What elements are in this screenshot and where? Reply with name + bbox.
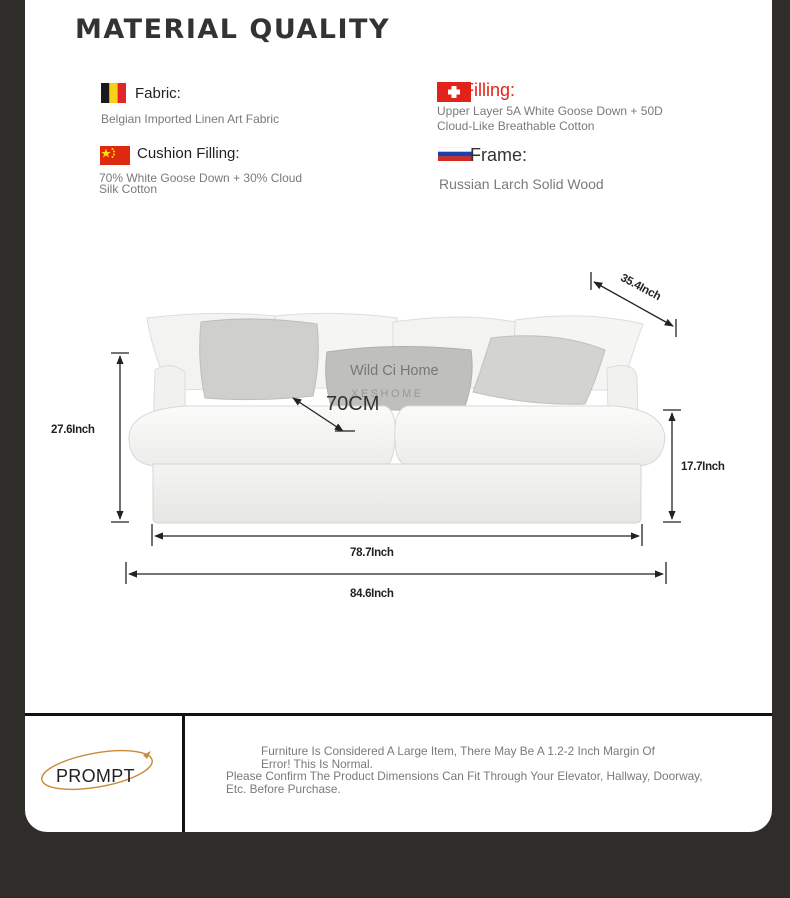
seat-depth-label: 70CM (326, 393, 380, 415)
cushion-desc-line1: 70% White Goose Down + 30% Cloud (99, 171, 303, 185)
depth-dimension-label: 35.4Inch (618, 272, 663, 304)
frame-label: Frame: (470, 145, 528, 165)
belgium-flag-icon (101, 83, 126, 103)
frame-desc: Russian Larch Solid Wood (439, 176, 604, 192)
cushion-filling-label: Cushion Filling: (137, 145, 240, 162)
page-title: MATERIAL QUALITY (75, 14, 391, 45)
filling-desc-line2: Cloud-Like Breathable Cotton (437, 119, 595, 133)
prompt-note-line4: Etc. Before Purchase. (226, 782, 341, 796)
prompt-divider-horizontal (25, 713, 772, 716)
china-flag-icon (100, 146, 130, 165)
outer-width-dimension-label: 84.6Inch (350, 588, 394, 600)
sofa-illustration (25, 260, 772, 620)
cushion-desc-line2: Silk Cotton (99, 182, 158, 196)
prompt-note-line2: Error! This Is Normal. (261, 757, 373, 771)
prompt-label: PROMPT (56, 766, 135, 786)
seat-height-dimension-label: 17.7Inch (681, 461, 725, 473)
page-card (25, 0, 772, 832)
inner-width-dimension-label: 78.7Inch (350, 547, 394, 559)
brand-watermark-sub: XESHOME (351, 388, 424, 400)
fabric-desc: Belgian Imported Linen Art Fabric (101, 112, 280, 126)
prompt-divider-vertical (182, 716, 185, 832)
filling-desc-line1: Upper Layer 5A White Goose Down + 50D (437, 104, 663, 118)
brand-watermark: Wild Ci Home (350, 363, 439, 379)
fabric-label: Fabric: (135, 85, 181, 102)
height-dimension-label: 27.6Inch (51, 424, 95, 436)
prompt-note-line3: Please Confirm The Product Dimensions Can Fit Through Your Elevator, Hallway, Doorway, (226, 769, 703, 783)
russia-flag-icon (438, 147, 472, 161)
prompt-note-line1: Furniture Is Considered A Large Item, There May Be A 1.2-2 Inch Margin Of (261, 744, 655, 758)
filling-label: Filling: (463, 80, 516, 100)
